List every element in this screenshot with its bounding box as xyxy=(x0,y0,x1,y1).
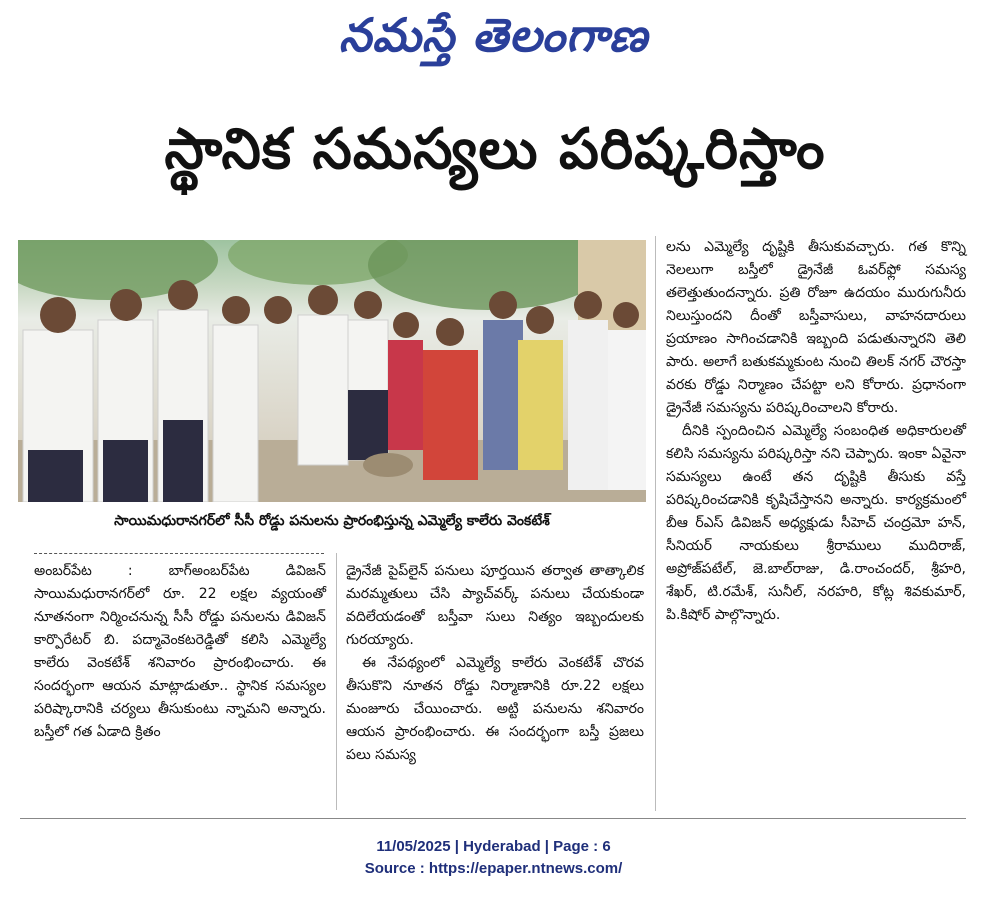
edition-info: 11/05/2025 | Hyderabad | Page : 6 xyxy=(376,838,611,855)
column-divider-1 xyxy=(336,553,337,810)
article-headline: స్థానిక సమస్యలు పరిష్కరిస్తాం xyxy=(164,117,826,182)
newspaper-masthead xyxy=(0,2,987,68)
column-top-divider xyxy=(34,553,324,554)
photo-caption: సాయిమధురానగర్‌లో సీసీ రోడ్డు పనులను ప్రారంభిస్తున్న ఎమ్మెల్యే కాలేరు వెంకటేశ్ xyxy=(114,513,550,529)
article-column-1 xyxy=(34,560,326,810)
footer-divider xyxy=(20,818,966,819)
article-paragraph: డ్రైనేజీ పైప్‌లైన్ పనులు పూర్తయిన తర్వాత తాత్కాలిక మరమ్మతులు చేసి ప్యాచ్‌వర్క్ పనులు చేయకుండా వదిలేయడంతో బస్తీవా సులు నిత్యం ఇబ్బందులకు గురయ్యారు. xyxy=(346,563,644,648)
article-photo xyxy=(18,240,646,502)
source-link[interactable]: Source : https://epaper.ntnews.com/ xyxy=(364,860,623,877)
masthead-title: నమస్తే తెలంగాణ xyxy=(338,8,649,62)
article-paragraph: దీనికి స్పందించిన ఎమ్మెల్యే సంబంధిత అధికారులతో కలిసి సమస్యను పరిష్కరిస్తా నని చెప్పారు. ఇంకా ఏవైనా సమస్యలు ఉంటే తన దృష్టికి తీసుకు వస్తే పరిష్కరించడానికి కృషిచేస్తానని అన్నారు. కార్యక్రమంలో బీఆ ర్ఎస్ డివిజన్ అధ్యక్షుడు సీహెచ్ చంద్రమో హన్, సీనియర్ నాయకులు శ్రీరాములు ముదిరాజ్, అప్రోజ్‌పటేల్, జె.బాల్‌రాజు, డి.రాంచందర్, శ్రీహరి, శేఖర్, టి.రమేశ్, సునీల్, నరహరి, కోట్ల శివకుమార్, పి.కిషోర్ పాల్గొన్నారు. xyxy=(666,423,966,623)
article-column-3 xyxy=(666,236,966,811)
column-divider-2 xyxy=(655,236,656,811)
photo-illustration xyxy=(18,240,646,502)
article-paragraph: అంబర్‌పేట : బాగ్‌అంబర్‌పేట డివిజన్ సాయిమధురానగర్‌లో రూ. 22 లక్షల వ్యయంతో నూతనంగా నిర్మించనున్న సీసీ రోడ్డు పనులను డివిజన్ కార్పొరేటర్ బి. పద్మావెంకటరెడ్డితో కలిసి ఎమ్మెల్యే కాలేరు వెంకటేశ్ శనివారం ప్రారంభించారు. ఈ సందర్భంగా ఆయన మాట్లాడుతూ.. స్థానిక సమస్యల పరిష్కారానికి చర్యలు తీసుకుంటు న్నామని అన్నారు. బస్తీలో గత ఏడాది క్రితం xyxy=(34,563,326,740)
article-paragraph: ఈ నేపథ్యంలో ఎమ్మెల్యే కాలేరు వెంకటేశ్ చొరవ తీసుకొని నూతన రోడ్డు నిర్మాణానికి రూ.22 లక్షలు మంజూరు చేయించారు. అట్టి పనులను శనివారం ఆయన ప్రారంభించారు. ఈ సందర్భంగా బస్తీ ప్రజలు పలు సమస్య xyxy=(346,655,644,763)
article-column-2 xyxy=(346,560,644,810)
article-paragraph: లను ఎమ్మెల్యే దృష్టికి తీసుకువచ్చారు. గత కొన్ని నెలలుగా బస్తీలో డ్రైనేజీ ఓవర్‌ఫ్లో సమస్య తలెత్తుతుందన్నారు. ప్రతి రోజూ ఉదయం మురుగునీరు నిలుస్తుందని దీంతో బస్తీవాసులు, వాహనదారులు ప్రయాణం సాగించడానికి ఇబ్బంది పడుతున్నారని తెలి పారు. అలాగే బతుకమ్మకుంట నుంచి తిలక్ నగర్ చౌరస్తా వరకు రోడ్డు నిర్మాణం చేపట్టా లని కోరారు. ప్రధానంగా డ్రైనేజీ సమస్యను పరిష్కరించాలని కోరారు. xyxy=(666,239,966,416)
